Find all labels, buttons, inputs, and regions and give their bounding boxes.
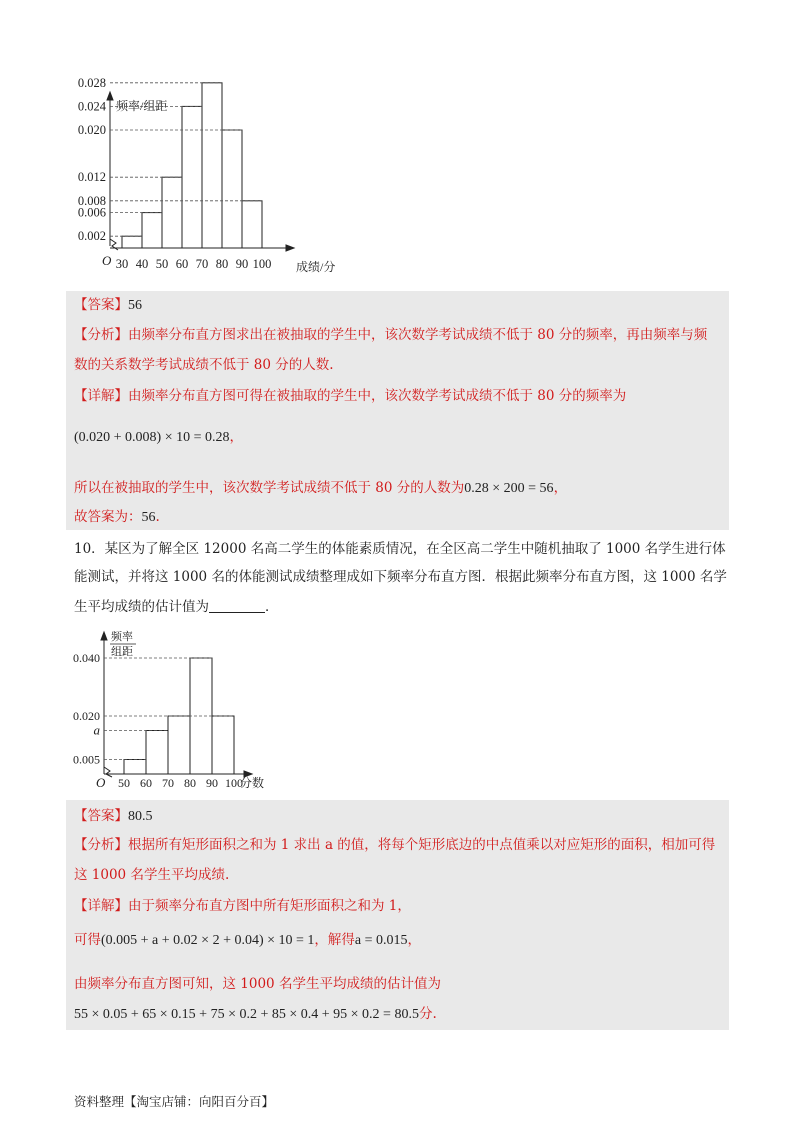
histogram-bar	[122, 236, 142, 248]
x-tick-label: 30	[115, 257, 129, 271]
x-tick-label: 80	[184, 776, 196, 790]
histogram-bar	[182, 106, 202, 248]
conclusion-value: 56	[141, 510, 156, 525]
histogram-bar	[168, 716, 190, 774]
y-tick-label: 0.002	[77, 229, 106, 244]
conclusion-text: 故答案为：	[74, 509, 142, 525]
q9-formula-line	[74, 427, 243, 448]
analysis-tag: 【分析】	[74, 837, 128, 853]
answer-value: 56	[128, 298, 142, 313]
detail-text: 由频率分布直方图可得在被抽取的学生中，该次数学考试成绩不低于 80 分的频率为	[128, 388, 627, 404]
detail-text: ，解得	[314, 932, 355, 948]
chart1-axes	[107, 92, 294, 251]
chart1-x-axis-label: 成绩/分	[296, 260, 336, 274]
q9-detail-line-1	[74, 386, 626, 406]
answer-tag: 【答案】	[74, 297, 128, 313]
x-tick-label: 100	[225, 776, 243, 790]
histogram-bar	[124, 760, 146, 775]
histogram-bar	[162, 177, 182, 248]
chart1-origin: O	[102, 253, 112, 268]
punct: ，	[553, 480, 568, 496]
detail-text: 分.	[418, 1006, 437, 1022]
histogram-bar	[142, 213, 162, 248]
chart2-origin: O	[96, 775, 106, 790]
y-tick-label: 0.024	[77, 99, 106, 114]
answer-tag: 【答案】	[74, 808, 128, 824]
formula: 55 × 0.05 + 65 × 0.15 + 75 × 0.2 + 85 × 0.4 + 95 × 0.2 = 80.5	[74, 1007, 419, 1022]
analysis-text: 数的关系数学考试成绩不低于 80 分的人数.	[74, 357, 334, 373]
x-tick-label: 50	[118, 776, 130, 790]
q10-question-line-2: 能测试，并将这 1000 名的体能测试成绩整理成如下频率分布直方图．根据此频率分布直方图，这 1000 名学	[74, 569, 727, 585]
q10-detail-line-3	[74, 974, 441, 994]
histogram-bar	[212, 716, 234, 774]
x-tick-label: 60	[175, 257, 189, 271]
x-tick-label: 90	[235, 257, 249, 271]
y-tick-label: 0.006	[77, 205, 106, 220]
y-tick-label: 0.020	[77, 123, 106, 137]
chart2-x-axis-label: 分数	[240, 776, 265, 790]
q9-analysis-line-2	[74, 355, 334, 375]
y-tick-label: 0.005	[73, 752, 100, 767]
detail-tag: 【详解】	[74, 898, 128, 914]
y-tick-label: 0.040	[73, 651, 100, 665]
q10-analysis-line-1	[74, 835, 715, 855]
question-text: 生平均成绩的估计值为	[74, 599, 209, 615]
q9-analysis-line-1	[74, 325, 707, 345]
q10-analysis-line-2	[74, 865, 229, 885]
answer-blank	[209, 598, 265, 613]
chart2-y-label-bottom: 组距	[111, 646, 133, 658]
x-tick-label: 70	[195, 257, 209, 271]
punct: ．	[265, 599, 279, 615]
chart2-y-label-top: 频率	[111, 631, 133, 643]
x-tick-label: 80	[215, 257, 229, 271]
y-tick-label: 0.028	[77, 75, 106, 90]
q10-detail-line-2	[74, 930, 421, 951]
answer-value: 80.5	[128, 809, 153, 824]
detail-text: 由频率分布直方图可知，这 1000 名学生平均成绩的估计值为	[74, 976, 441, 992]
detail-text: 由于频率分布直方图中所有矩形面积之和为 1，	[128, 898, 411, 914]
q10-answer-line	[74, 806, 153, 827]
q10-question-line-1: 10．某区为了解全区 12000 名高二学生的体能素质情况，在全区高二学生中随机抽取了 1000 名学生进行体	[74, 541, 726, 557]
q10-question-line-3	[74, 597, 279, 617]
x-tick-label: 100	[252, 257, 272, 271]
y-tick-label: 0.012	[77, 170, 106, 185]
detail-text: 可得	[74, 932, 101, 948]
footer-credit: 资料整理【淘宝店铺：向阳百分百】	[74, 1094, 275, 1109]
q10-formula-line	[74, 1004, 437, 1025]
histogram-bar	[202, 83, 222, 248]
q10-detail-line-1	[74, 896, 411, 916]
histogram-bar	[242, 201, 262, 248]
x-tick-label: 90	[206, 776, 218, 790]
x-tick-label: 40	[135, 257, 149, 271]
punct: ，	[229, 429, 244, 445]
analysis-text: 由频率分布直方图求出在被抽取的学生中，该次数学考试成绩不低于 80 分的频率，再由频率与频	[128, 327, 708, 343]
histogram-chart-1	[60, 75, 360, 278]
detail-tag: 【详解】	[74, 388, 128, 404]
formula: 0.28 × 200 = 56	[464, 481, 554, 496]
formula: (0.005 + a + 0.02 × 2 + 0.04) × 10 = 1	[101, 933, 315, 948]
formula: (0.020 + 0.008) × 10 = 0.28	[74, 430, 230, 445]
y-tick-label: 0.008	[77, 193, 106, 208]
q9-conclusion-line	[74, 507, 160, 528]
chart1-y-axis-label: 频率/组距	[116, 99, 168, 113]
analysis-tag: 【分析】	[74, 327, 128, 343]
y-tick-label: a	[93, 722, 100, 738]
punct: ，	[407, 932, 422, 948]
x-tick-label: 50	[155, 257, 169, 271]
histogram-chart-2	[60, 624, 320, 804]
analysis-text: 这 1000 名学生平均成绩.	[74, 867, 230, 883]
formula: a = 0.015	[354, 933, 408, 948]
x-tick-label: 70	[162, 776, 174, 790]
q9-answer-line	[74, 295, 142, 316]
punct: .	[155, 509, 160, 525]
analysis-text: 根据所有矩形面积之和为 1 求出 a 的值，将每个矩形底边的中点值乘以对应矩形的面积，相加可得	[128, 837, 716, 853]
y-tick-label: 0.020	[73, 709, 100, 723]
detail-text: 所以在被抽取的学生中，该次数学考试成绩不低于 80 分的人数为	[74, 480, 465, 496]
histogram-bar	[146, 731, 168, 775]
histogram-bar	[222, 130, 242, 248]
x-tick-label: 60	[140, 776, 152, 790]
q9-detail-line-2	[74, 478, 567, 499]
